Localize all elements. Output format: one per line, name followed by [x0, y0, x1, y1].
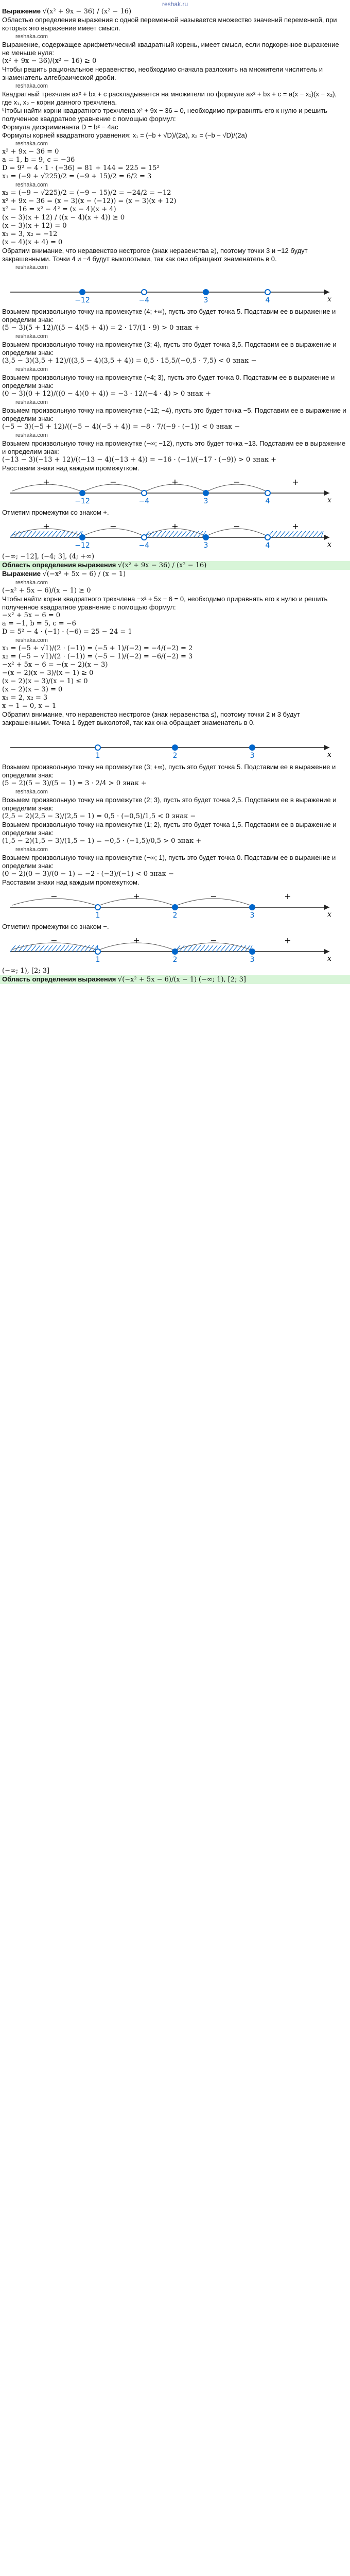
- watermark: reshaka.com: [15, 33, 48, 40]
- zeros-numerator-2: (x − 2)(x − 3) = 0: [2, 686, 63, 693]
- hatch-stroke: [313, 531, 318, 537]
- inequality-flipped-2: (x − 2)(x − 3)/(x − 1) ≤ 0: [2, 677, 88, 685]
- method-text: Чтобы решить рациональное неравенство, необходимо сначала разложить на множители числитель и знаменатель алгебраической дроби.: [2, 65, 323, 81]
- section-2: [0, 561, 350, 984]
- hatch-stroke: [47, 531, 52, 537]
- open-point: [142, 290, 147, 295]
- inequality-2: (−x² + 5x − 6)/(x − 1) ≥ 0: [2, 587, 91, 595]
- inequality-factored: (x − 3)(x + 12) / ((x − 4)(x + 4)) ≥ 0: [2, 214, 125, 222]
- root-x1: x₁ = (−9 + √225)/2 = (−9 + 15)/2 = 6/2 = 3: [2, 173, 152, 180]
- hatch-stroke: [156, 531, 162, 537]
- point-label: −4: [138, 541, 150, 550]
- watermark: reshaka.com: [15, 264, 48, 270]
- hatch-stroke: [31, 945, 36, 952]
- test-2-text-2: Возьмем произвольную точку на промежутке (2; 3), пусть это будет точка 2,5. Подставим ее в выражение и определим знак:: [2, 796, 337, 812]
- axis-variable-label: x: [327, 496, 331, 504]
- interval-note: Обратим внимание, что неравенство нестрогое (знак неравенства ≥), поэтому точки 3 и −12 будут закрашенными. Точки 4 и −4 будут выколотыми, так как они обращают знаменатель в 0.: [2, 247, 308, 263]
- interval-sign: −: [210, 891, 217, 901]
- point-label: 2: [172, 752, 178, 760]
- test-4-calc-2: (0 − 2)(0 − 3)/(0 − 1) = −2 · (−3)/(−1) < 0 знак −: [2, 870, 174, 878]
- number-line-svg: [0, 272, 350, 308]
- interval-sign: +: [284, 936, 291, 945]
- interval-sign: +: [133, 891, 140, 901]
- point-label: 3: [250, 752, 255, 760]
- inequality: (x² + 9x − 36)/(x² − 16) ≥ 0: [2, 57, 97, 65]
- axis-variable-label: x: [327, 295, 331, 303]
- test-5-text: Возьмем произвольную точку на промежутке (−∞; −12), пусть это будет точка −13. Подставим ее в выражение и определим знак:: [2, 439, 346, 455]
- hatch-stroke: [64, 531, 69, 537]
- hatch-stroke: [189, 531, 195, 537]
- interval-sign: +: [284, 891, 291, 901]
- hatch-stroke: [204, 945, 209, 952]
- test-1-text: Возьмем произвольную точку на промежутке (4; +∞), пусть это будет точка 5. Подставим ее в выражение и определим знак:: [2, 308, 336, 324]
- watermark: reshaka.com: [15, 580, 48, 586]
- axis-arrow: [324, 745, 329, 750]
- hatch-stroke: [64, 945, 69, 952]
- hatch-stroke: [208, 945, 213, 952]
- point-label: 1: [95, 956, 100, 964]
- test-4-text-2: Возьмем произвольную точку на промежутке (−∞; 1), пусть это будет точка 0. Подставим ее в выражение и определим знак:: [2, 854, 336, 870]
- filled-point: [250, 905, 255, 910]
- hatch-stroke: [229, 945, 234, 952]
- hatch-stroke: [56, 945, 61, 952]
- open-point: [95, 745, 100, 750]
- expr-heading-2: Выражение √(−x² + 5x − 6) / (x − 1): [2, 570, 126, 578]
- expr-heading: Выражение √(x² + 9x − 36) / (x² − 16): [2, 7, 132, 15]
- watermark: reshaka.com: [15, 432, 48, 438]
- hatch-stroke: [280, 531, 285, 537]
- roots-rule: Чтобы найти корни квадратного трехчлена x² + 9x − 36 = 0, необходимо приравнять его к нулю и решить полученное квадратное уравнение с помощью формул:: [2, 107, 327, 123]
- test-3-text-2: Возьмем произвольную точку на промежутке (1; 2), пусть это будет точка 1,5. Подставим ее в выражение и определим знак:: [2, 821, 337, 837]
- hatch-stroke: [43, 945, 48, 952]
- hatch-stroke: [27, 945, 32, 952]
- hatch-stroke: [169, 531, 174, 537]
- answer-1: (−∞; −12], (−4; 3], (4; +∞): [2, 553, 95, 561]
- root-x2: x₂ = (−9 − √225)/2 = (−9 − 15)/2 = −24/2 = −12: [2, 189, 171, 197]
- hatch-stroke: [284, 531, 289, 537]
- interval-sign: +: [171, 477, 179, 487]
- interval-sign: −: [50, 936, 58, 945]
- open-point: [265, 535, 270, 540]
- test-5-calc: (−13 − 3)(−13 + 12)/((−13 − 4)(−13 + 4)) = −16 · (−1)/(−17 · (−9)) > 0 знак +: [2, 456, 276, 464]
- point-label: 3: [203, 296, 208, 304]
- filled-point: [250, 949, 255, 954]
- hatch-stroke: [47, 945, 52, 952]
- filled-point: [172, 905, 178, 910]
- interval-sign: −: [210, 936, 217, 945]
- signs-note: Расставим знаки над каждым промежутком.: [2, 464, 139, 472]
- equation: x² + 9x − 36 = 0: [2, 148, 59, 156]
- number-line-1: [0, 272, 350, 308]
- watermark: reshaka.com: [15, 182, 48, 188]
- hatch-stroke: [212, 945, 217, 952]
- interval-sign: +: [292, 521, 299, 531]
- point-label: 3: [203, 497, 208, 505]
- point-label: 4: [265, 296, 270, 304]
- test-4-text: Возьмем произвольную точку на промежутке (−12; −4), пусть это будет точка −5. Подставим ее в выражение и определим знак:: [2, 406, 346, 422]
- hatch-stroke: [165, 531, 170, 537]
- zeros-denominator: (x − 4)(x + 4) = 0: [2, 239, 63, 246]
- test-1-text-2: Возьмем произвольную точку на промежутке (3; +∞), пусть это будет точка 5. Подставим ее в выражение и определим знак:: [2, 763, 336, 779]
- number-line-6: [0, 931, 350, 967]
- roots-formula: Формулы корней квадратного уравнения: x₁ = (−b + √D)/(2a), x₂ = (−b − √D)/(2a): [2, 131, 248, 139]
- hatch-stroke: [35, 531, 40, 537]
- open-point: [95, 949, 100, 954]
- point-label: 4: [265, 541, 270, 550]
- signs-note-2: Расставим знаки над каждым промежутком.: [2, 878, 139, 886]
- discriminant-calc: D = 9² − 4 · 1 · (−36) = 81 + 144 = 225 = 15²: [2, 164, 160, 172]
- point-label: −12: [75, 497, 90, 505]
- zero-points-2: x₁ = 2, x₂ = 3: [2, 694, 48, 702]
- hatch-stroke: [161, 531, 166, 537]
- open-point: [142, 490, 147, 496]
- test-1-calc-2: (5 − 2)(5 − 3)/(5 − 1) = 3 · 2/4 > 0 знак +: [2, 779, 147, 787]
- axis-arrow: [324, 290, 329, 295]
- hatch-stroke: [173, 531, 178, 537]
- interval-sign: +: [292, 477, 299, 487]
- interval-sign: +: [133, 936, 140, 945]
- hatch-stroke: [233, 945, 238, 952]
- root-x1-2: x₁ = (−5 + √1)/(2 · (−1)) = (−5 + 1)/(−2) = −4/(−2) = 2: [2, 645, 193, 652]
- point-label: −4: [138, 296, 150, 304]
- mark-note-2: Отметим промежутки со знаком −.: [2, 923, 109, 930]
- filled-point: [172, 949, 178, 954]
- point-label: 3: [250, 911, 255, 920]
- test-3-calc: (0 − 3)(0 + 12)/((0 − 4)(0 + 4)) = −3 · 12/(−4 · 4) > 0 знак +: [2, 390, 211, 398]
- hatch-stroke: [76, 945, 81, 952]
- test-2-calc-2: (2,5 − 2)(2,5 − 3)/(2,5 − 1) = 0,5 · (−0,5)/1,5 < 0 знак −: [2, 812, 196, 820]
- answer-2: (−∞; 1), [2; 3]: [2, 967, 50, 975]
- interval-sign: +: [171, 521, 179, 531]
- watermark: reshaka.com: [15, 846, 48, 853]
- point-label: 3: [203, 541, 208, 550]
- inequality-factored-2: −(x − 2)(x − 3)/(x − 1) ≥ 0: [2, 669, 94, 677]
- hatch-stroke: [185, 531, 190, 537]
- site-header: reshak.ru: [162, 1, 188, 8]
- number-line-hatched-svg-2: [0, 931, 350, 967]
- roots-rule-2: Чтобы найти корни квадратного трехчлена −x² + 5x − 6 = 0, необходимо приравнять его к нулю и решить полученное квадратное уравнение с помощью формул:: [2, 595, 328, 611]
- number-line-signs-svg-2: [0, 887, 350, 923]
- axis-arrow: [324, 949, 329, 954]
- number-line-signs-svg: [0, 472, 350, 509]
- final-answer: Область определения выражения √(−x² + 5x − 6)/(x − 1) (−∞; 1), [2; 3]: [0, 975, 350, 984]
- hatch-stroke: [305, 531, 310, 537]
- interval-sign: −: [50, 891, 58, 901]
- hatch-stroke: [10, 945, 15, 952]
- interval-sign: −: [110, 477, 117, 487]
- filled-point: [172, 745, 178, 750]
- filled-point: [203, 490, 208, 496]
- axis-variable-label: x: [327, 955, 331, 963]
- factor-2: −x² + 5x − 6 = −(x − 2)(x − 3): [2, 661, 108, 669]
- hatch-stroke: [56, 531, 61, 537]
- number-line-4: [0, 727, 350, 763]
- number-line-2: [0, 472, 350, 509]
- watermark: reshaka.com: [15, 366, 48, 372]
- axis-variable-label: x: [327, 540, 331, 549]
- hatch-stroke: [31, 531, 36, 537]
- test-1-calc: (5 − 3)(5 + 12)/((5 − 4)(5 + 4)) = 2 · 17/(1 · 9) > 0 знак +: [2, 324, 200, 332]
- interval-sign: −: [110, 521, 117, 531]
- point-label: −12: [75, 541, 90, 550]
- hatch-stroke: [200, 945, 205, 952]
- axis-arrow: [324, 490, 329, 496]
- hatch-stroke: [216, 945, 221, 952]
- watermark: reshaka.com: [15, 141, 48, 147]
- intro-text: Областью определения выражения с одной переменной называется множество значений переменной, при которых это выражение имеет смысл.: [2, 16, 337, 32]
- hatch-stroke: [35, 945, 40, 952]
- test-4-calc: (−5 − 3)(−5 + 12)/((−5 − 4)(−5 + 4)) = −8 · 7/(−9 · (−1)) < 0 знак −: [2, 423, 240, 431]
- hatch-stroke: [272, 531, 277, 537]
- point-label: 1: [95, 911, 100, 920]
- hatch-stroke: [241, 945, 246, 952]
- point-label: 1: [95, 752, 100, 760]
- factor-numerator: x² + 9x − 36 = (x − 3)(x − (−12)) = (x − 3)(x + 12): [2, 197, 177, 205]
- watermark: reshaka.com: [15, 399, 48, 405]
- filled-point: [80, 535, 85, 540]
- hatch-stroke: [301, 531, 306, 537]
- point-label: 2: [172, 956, 178, 964]
- hatch-stroke: [39, 945, 44, 952]
- axis-variable-label: x: [327, 751, 331, 759]
- point-label: −4: [138, 497, 150, 505]
- hatch-stroke: [51, 531, 57, 537]
- hatch-stroke: [72, 945, 77, 952]
- number-line-5: [0, 887, 350, 923]
- open-point: [95, 905, 100, 910]
- zeros-denominator-2: x − 1 = 0, x = 1: [2, 702, 57, 710]
- hatch-stroke: [224, 945, 230, 952]
- watermark: reshaka.com: [15, 333, 48, 340]
- root-x2-2: x₂ = (−5 − √1)/(2 · (−1)) = (−5 − 1)/(−2) = −6/(−2) = 3: [2, 653, 193, 660]
- number-line-3: [0, 517, 350, 553]
- watermark: reshaka.com: [15, 83, 48, 89]
- hatch-stroke: [51, 945, 57, 952]
- watermark: reshaka.com: [15, 789, 48, 795]
- hatch-stroke: [296, 531, 302, 537]
- filled-point: [203, 290, 208, 295]
- interval-sign: −: [233, 477, 240, 487]
- hatch-stroke: [177, 531, 182, 537]
- hatch-stroke: [309, 531, 314, 537]
- number-line-svg-2: [0, 727, 350, 763]
- point-label: 2: [172, 911, 178, 920]
- hatch-stroke: [60, 945, 65, 952]
- factor-denominator: x² − 16 = x² − 4² = (x − 4)(x + 4): [2, 206, 116, 213]
- axis-variable-label: x: [327, 910, 331, 919]
- hatch-stroke: [23, 531, 28, 537]
- hatch-stroke: [276, 531, 281, 537]
- interval-sign: +: [43, 477, 50, 487]
- equation-2: −x² + 5x − 6 = 0: [2, 612, 61, 619]
- mark-note: Отметим промежутки со знаком +.: [2, 509, 109, 516]
- point-label: −12: [75, 296, 90, 304]
- hatch-stroke: [292, 531, 297, 537]
- filled-point: [80, 490, 85, 496]
- open-point: [265, 290, 270, 295]
- point-label: 4: [265, 497, 270, 505]
- hatch-stroke: [68, 945, 73, 952]
- coefficients-2: a = −1, b = 5, c = −6: [2, 620, 76, 628]
- zero-points: x₁ = 3, x₂ = −12: [2, 230, 58, 238]
- interval-note-2: Обратим внимание, что неравенство нестрогое (знак неравенства ≤), поэтому точки 2 и 3 будут закрашенными. Точка 1 будет выколотой, так как она обращает знаменатель в 0.: [2, 710, 300, 726]
- test-3-text: Возьмем произвольную точку на промежутке (−4; 3), пусть это будет точка 0. Подставим ее в выражение и определим знак:: [2, 374, 335, 389]
- hatch-stroke: [60, 531, 65, 537]
- hatch-stroke: [27, 531, 32, 537]
- hatch-stroke: [72, 531, 77, 537]
- discriminant-calc-2: D = 5² − 4 · (−1) · (−6) = 25 − 24 = 1: [2, 628, 132, 636]
- hatch-stroke: [39, 531, 44, 537]
- open-point: [265, 490, 270, 496]
- interval-sign: +: [43, 521, 50, 531]
- hatch-stroke: [181, 531, 186, 537]
- axis-arrow: [324, 905, 329, 910]
- axis-arrow: [324, 535, 329, 540]
- test-2-calc: (3,5 − 3)(3,5 + 12)/((3,5 − 4)(3,5 + 4)) = 0,5 · 15,5/(−0,5 · 7,5) < 0 знак −: [2, 357, 257, 365]
- open-point: [142, 535, 147, 540]
- test-2-text: Возьмем произвольную точку на промежутке (3; 4), пусть это будет точка 3,5. Подставим ее в выражение и определим знак:: [2, 341, 337, 357]
- domain-heading: Область определения выражения √(x² + 9x − 36) / (x² − 16): [0, 561, 350, 570]
- coefficients: a = 1, b = 9, c = −36: [2, 156, 75, 164]
- rule-text: Выражение, содержащее арифметический квадратный корень, имеет смысл, если подкоренное выражение не меньше нуля:: [2, 41, 339, 57]
- filled-point: [203, 535, 208, 540]
- number-line-hatched-svg: [0, 517, 350, 553]
- filled-point: [80, 290, 85, 295]
- hatch-stroke: [43, 531, 48, 537]
- section-1: [0, 7, 350, 561]
- zeros-numerator: (x − 3)(x + 12) = 0: [2, 222, 67, 230]
- watermark: reshaka.com: [15, 637, 48, 643]
- hatch-stroke: [288, 531, 293, 537]
- interval-sign: −: [233, 521, 240, 531]
- point-label: 3: [250, 956, 255, 964]
- filled-point: [250, 745, 255, 750]
- trinom-rule: Квадратный трехчлен ax² + bx + c раскладывается на множители по формуле ax² + bx + c = a(x − x₁)(x − x₂), где x₁, x₂ − корни данного трехчлена.: [2, 90, 337, 106]
- hatch-stroke: [220, 945, 225, 952]
- hatch-stroke: [191, 945, 197, 952]
- hatch-stroke: [196, 945, 201, 952]
- disc-formula: Формула дискриминанта D = b² − 4ac: [2, 123, 118, 131]
- test-3-calc-2: (1,5 − 2)(1,5 − 3)/(1,5 − 1) = −0,5 · (−1,5)/0,5 > 0 знак +: [2, 837, 202, 845]
